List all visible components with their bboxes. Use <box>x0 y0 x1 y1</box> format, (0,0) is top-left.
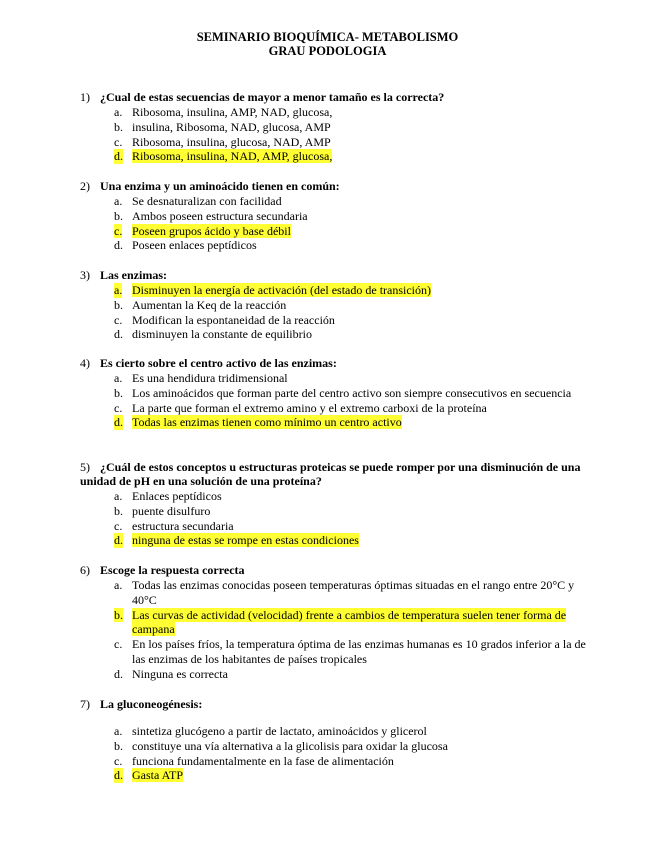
question-number: 1) <box>80 90 90 104</box>
option-a <box>80 283 600 298</box>
option-letter: c. <box>114 637 123 652</box>
option-letter: b. <box>114 385 123 400</box>
option-text-highlighted: Gasta ATP <box>132 768 183 783</box>
question-2 <box>80 179 600 253</box>
option-letter: b. <box>114 503 123 518</box>
document-header <box>0 30 655 58</box>
option-letter: b. <box>114 119 123 134</box>
question-text: Escoge la respuesta correcta <box>100 563 245 577</box>
option-text: insulina, Ribosoma, NAD, glucosa, AMP <box>132 119 331 134</box>
question-5 <box>80 460 600 548</box>
option-d <box>80 768 600 783</box>
option-text: funciona fundamentalmente en la fase de alimentación <box>132 753 394 768</box>
question-text: Una enzima y un aminoácido tienen en común: <box>100 179 340 193</box>
question-4 <box>80 356 600 430</box>
header-title: SEMINARIO BIOQUÍMICA- METABOLISMO <box>196 30 459 44</box>
option-c <box>80 135 600 150</box>
option-text-highlighted: ninguna de estas se rompe en estas condiciones <box>132 533 359 548</box>
option-letter: d. <box>114 149 123 164</box>
question-1 <box>80 90 600 164</box>
option-letter: a. <box>114 578 123 592</box>
option-letter: a. <box>114 489 123 503</box>
option-text: Ambos poseen estructura secundaria <box>132 208 308 223</box>
option-d <box>80 667 600 682</box>
option-letter: d. <box>114 415 123 430</box>
option-letter: b. <box>114 607 123 622</box>
option-letter: d. <box>114 533 123 548</box>
option-a <box>80 724 600 739</box>
option-text: Modifican la espontaneidad de la reacción <box>132 312 335 327</box>
option-letter: c. <box>114 400 123 415</box>
option-text: La parte que forman el extremo amino y el extremo carboxi de la proteína <box>132 400 487 415</box>
question-6 <box>80 563 600 682</box>
option-text: Ninguna es correcta <box>132 666 228 681</box>
option-letter: c. <box>114 134 123 149</box>
question-text: Es cierto sobre el centro activo de las enzimas: <box>100 356 337 370</box>
option-letter: b. <box>114 297 123 312</box>
option-c <box>80 519 600 534</box>
option-d <box>80 533 600 548</box>
question-7 <box>80 697 600 783</box>
option-letter: b. <box>114 208 123 223</box>
option-text: Poseen enlaces peptídicos <box>132 238 257 253</box>
option-text-highlighted: Las curvas de actividad (velocidad) frente a cambios de temperatura suelen tener forma de campana <box>132 607 567 637</box>
option-text: En los países fríos, la temperatura óptima de las enzimas humanas es 10 grados inferior a la de las enzimas de los habitantes de países tropicales <box>132 637 586 666</box>
question-number: 4) <box>80 356 90 370</box>
option-letter: d. <box>114 327 123 342</box>
option-d <box>80 327 600 342</box>
option-text: Aumentan la Keq de la reacción <box>132 297 287 312</box>
option-letter: a. <box>114 105 123 119</box>
option-b <box>80 209 600 224</box>
option-a <box>80 489 600 504</box>
option-text: Todas las enzimas conocidas poseen temperaturas óptimas situadas en el rango entre 20°C y 40°C <box>132 578 575 607</box>
option-letter: a. <box>114 283 123 297</box>
option-c <box>80 401 600 416</box>
option-b <box>80 504 600 519</box>
option-text: Enlaces peptídicos <box>132 489 222 503</box>
option-text: estructura secundaria <box>132 518 234 533</box>
option-text: Se desnaturalizan con facilidad <box>132 194 282 208</box>
option-d <box>80 415 600 430</box>
option-letter: d. <box>114 238 123 253</box>
option-text-highlighted: Disminuyen la energía de activación (del estado de transición) <box>132 283 432 297</box>
option-d <box>80 238 600 253</box>
option-c <box>80 313 600 328</box>
option-b <box>80 298 600 313</box>
option-text-highlighted: Ribosoma, insulina, NAD, AMP, glucosa, <box>132 149 333 164</box>
option-text: disminuyen la constante de equilibrio <box>132 327 312 342</box>
option-text: Los aminoácidos que forman parte del centro activo son siempre consecutivos en secuencia <box>132 385 572 400</box>
question-number: 6) <box>80 563 90 577</box>
option-c <box>80 224 600 239</box>
option-a <box>80 105 600 120</box>
option-text-highlighted: Poseen grupos ácido y base débil <box>132 223 291 238</box>
option-letter: c. <box>114 312 123 327</box>
option-letter: a. <box>114 724 123 738</box>
option-c <box>80 637 600 667</box>
option-text: Ribosoma, insulina, AMP, NAD, glucosa, <box>132 105 333 119</box>
question-number: 5) <box>80 460 90 474</box>
option-text: puente disulfuro <box>132 503 211 518</box>
option-letter: c. <box>114 518 123 533</box>
question-text: ¿Cuál de estos conceptos u estructuras proteicas se puede romper por una disminución de una unidad de pH en una solución de una proteína? <box>80 460 581 488</box>
option-letter: a. <box>114 371 123 385</box>
option-a <box>80 194 600 209</box>
question-number: 2) <box>80 179 90 193</box>
option-d <box>80 149 600 164</box>
question-text: Las enzimas: <box>100 268 167 282</box>
option-letter: a. <box>114 194 123 208</box>
question-number: 7) <box>80 697 90 711</box>
option-a <box>80 578 600 608</box>
option-b <box>80 386 600 401</box>
option-letter: d. <box>114 768 123 783</box>
question-text: La gluconeogénesis: <box>100 697 203 711</box>
option-text: sintetiza glucógeno a partir de lactato, aminoácidos y glicerol <box>132 724 427 738</box>
option-letter: c. <box>114 223 123 238</box>
question-3 <box>80 268 600 342</box>
option-b <box>80 120 600 135</box>
option-text: Ribosoma, insulina, glucosa, NAD, AMP <box>132 134 331 149</box>
option-c <box>80 754 600 769</box>
option-letter: b. <box>114 738 123 753</box>
question-number: 3) <box>80 268 90 282</box>
option-letter: c. <box>114 753 123 768</box>
option-a <box>80 371 600 386</box>
option-text: Es una hendidura tridimensional <box>132 371 288 385</box>
option-b <box>80 739 600 754</box>
question-text: ¿Cual de estas secuencias de mayor a menor tamaño es la correcta? <box>100 90 445 104</box>
header-subtitle: GRAU PODOLOGIA <box>268 44 387 58</box>
option-text-highlighted: Todas las enzimas tienen como mínimo un centro activo <box>132 415 402 430</box>
option-letter: d. <box>114 666 123 681</box>
option-text: constituye una vía alternativa a la glicolisis para oxidar la glucosa <box>132 738 448 753</box>
option-b <box>80 608 600 638</box>
